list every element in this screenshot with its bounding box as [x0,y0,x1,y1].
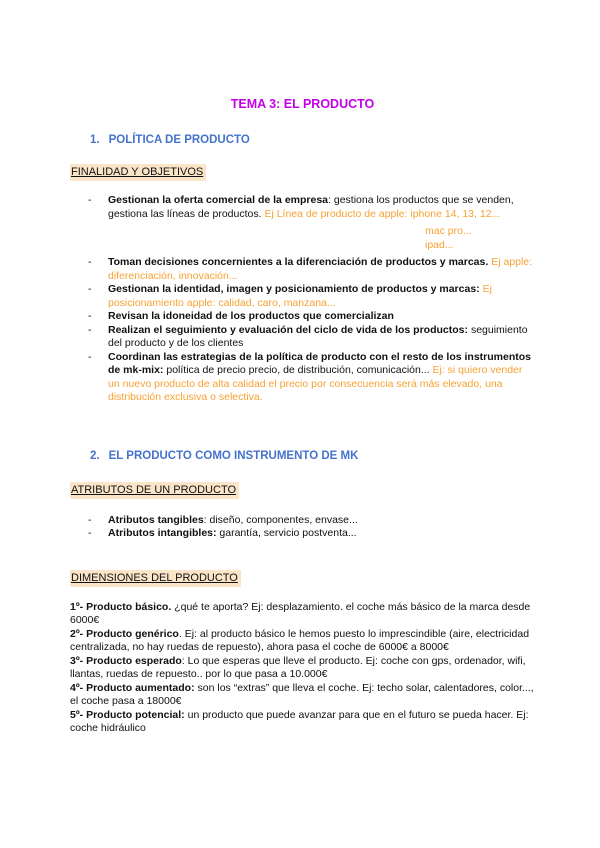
text-run: Atributos intangibles: [108,527,217,539]
text-run: 3º- Producto esperado [70,654,182,667]
subheading-finalidad-text: FINALIDAD Y OBJETIVOS [70,164,206,181]
text-run: seguimiento del producto y de los clientes [108,323,528,349]
list-item [88,194,535,221]
list-item [88,514,535,528]
bullet-marker: - [88,350,92,363]
text-run: Ej Línea de producto de apple: iphone 14, 13, 12... [264,207,501,220]
section-1-heading [90,133,535,148]
text-run: Ej apple: diferenciación, innovación... [108,256,533,282]
text-run: . Ej: al producto básico le hemos puesto lo imprescindible (aire, electricidad centralizada, no hay ruedas de repuesto), ahora pasa el coche de 6000€ a 8000€ [70,627,530,653]
list-item-text [108,256,535,283]
document-title: TEMA 3: EL PRODUCTO [230,97,375,111]
section-2-number: 2. [90,449,100,462]
list-item [88,283,535,310]
section-2-heading-text: EL PRODUCTO COMO INSTRUMENTO DE MK [108,449,359,462]
list-item-text [108,527,535,541]
numbered-paragraph [70,628,535,655]
list-item [88,256,535,283]
bullet-marker: - [88,310,92,322]
text-run: garantía, servicio postventa... [216,527,357,539]
text-run: 2º- Producto genérico [70,627,179,640]
numbered-paragraph [70,655,535,682]
numbered-paragraph [70,682,535,709]
bullet-marker: - [88,194,92,206]
bullet-marker: - [88,513,92,526]
text-run: Ej: si quiero vender un nuevo producto de alta calidad el precio por consecuencia será más elevado, una distribución exclusiva o selectiva. [108,364,523,403]
text-run: Atributos tangibles [108,513,204,526]
list-item [88,351,535,405]
text-run: 5º- Producto potencial: [70,708,185,721]
list-item-text [108,514,535,528]
list-item [88,310,535,324]
text-run: 4º- Producto aumentado: [70,681,195,694]
text-run: Realizan el seguimiento y evaluación del ciclo de vida de los productos: [108,323,471,336]
section-1-number: 1. [90,134,100,146]
list-item [88,324,535,351]
text-run: Gestionan la oferta comercial de la empresa [108,194,329,206]
list-item [88,527,535,541]
list-item-text [108,310,535,324]
subheading-finalidad [70,164,535,181]
bullet-marker: - [88,323,92,336]
text-run: un producto que puede avanzar para que en el futuro se pueda hacer. Ej: coche hidráulico [70,708,529,734]
subheading-dimensiones [70,570,535,587]
numbered-paragraph [70,601,535,628]
text-run: Coordinan las estrategias de la política de producto con el resto de los instrumentos de mk-mix: [108,350,532,376]
subheading-dimensiones-text: DIMENSIONES DEL PRODUCTO [70,570,241,587]
list-item-text [108,351,535,405]
bullet-marker: - [88,256,92,268]
text-run: : gestiona los productos que se venden, gestiona las líneas de productos. [108,194,514,220]
orange-note-line: mac pro... [425,225,472,237]
subheading-atributos [70,482,535,499]
text-run: Gestionan la identidad, imagen y posicionamiento de productos y marcas: [108,283,483,295]
list-item-text [108,194,535,221]
orange-note-line: ipad... [425,238,454,251]
section-2-heading [90,449,535,464]
text-run: son los “extras” que lleva el coche. Ej: techo solar, calentadores, color..., el coche pasa a 18000€ [70,681,534,707]
text-run: 1º- Producto básico. [70,600,172,613]
list-item-text [108,324,535,351]
numbered-paragraph [70,709,535,736]
text-run: política de precio precio, de distribución, comunicación... [166,364,433,376]
text-run: : Lo que esperas que lleve el producto. Ej: coche con gps, ordenador, wifi, llantas, ruedas de repuesto.. por lo que pasa a 10.000€ [70,654,526,680]
section-1-heading-text: POLÍTICA DE PRODUCTO [108,134,250,146]
text-run: Toman decisiones concernientes a la diferenciación de productos y marcas. [108,256,492,268]
bullet-marker: - [88,527,92,539]
text-run: Revisan la idoneidad de los productos que comercializan [108,310,394,322]
text-run: ¿qué te aporta? Ej: desplazamiento. el coche más básico de la marca desde 6000€ [70,600,531,626]
text-run: : diseño, componentes, envase... [203,513,358,526]
bullet-marker: - [88,283,92,295]
subheading-atributos-text: ATRIBUTOS DE UN PRODUCTO [70,482,239,499]
text-run: Ej posicionamiento apple: calidad, caro, manzana... [108,283,492,309]
list-item-text [108,283,535,310]
